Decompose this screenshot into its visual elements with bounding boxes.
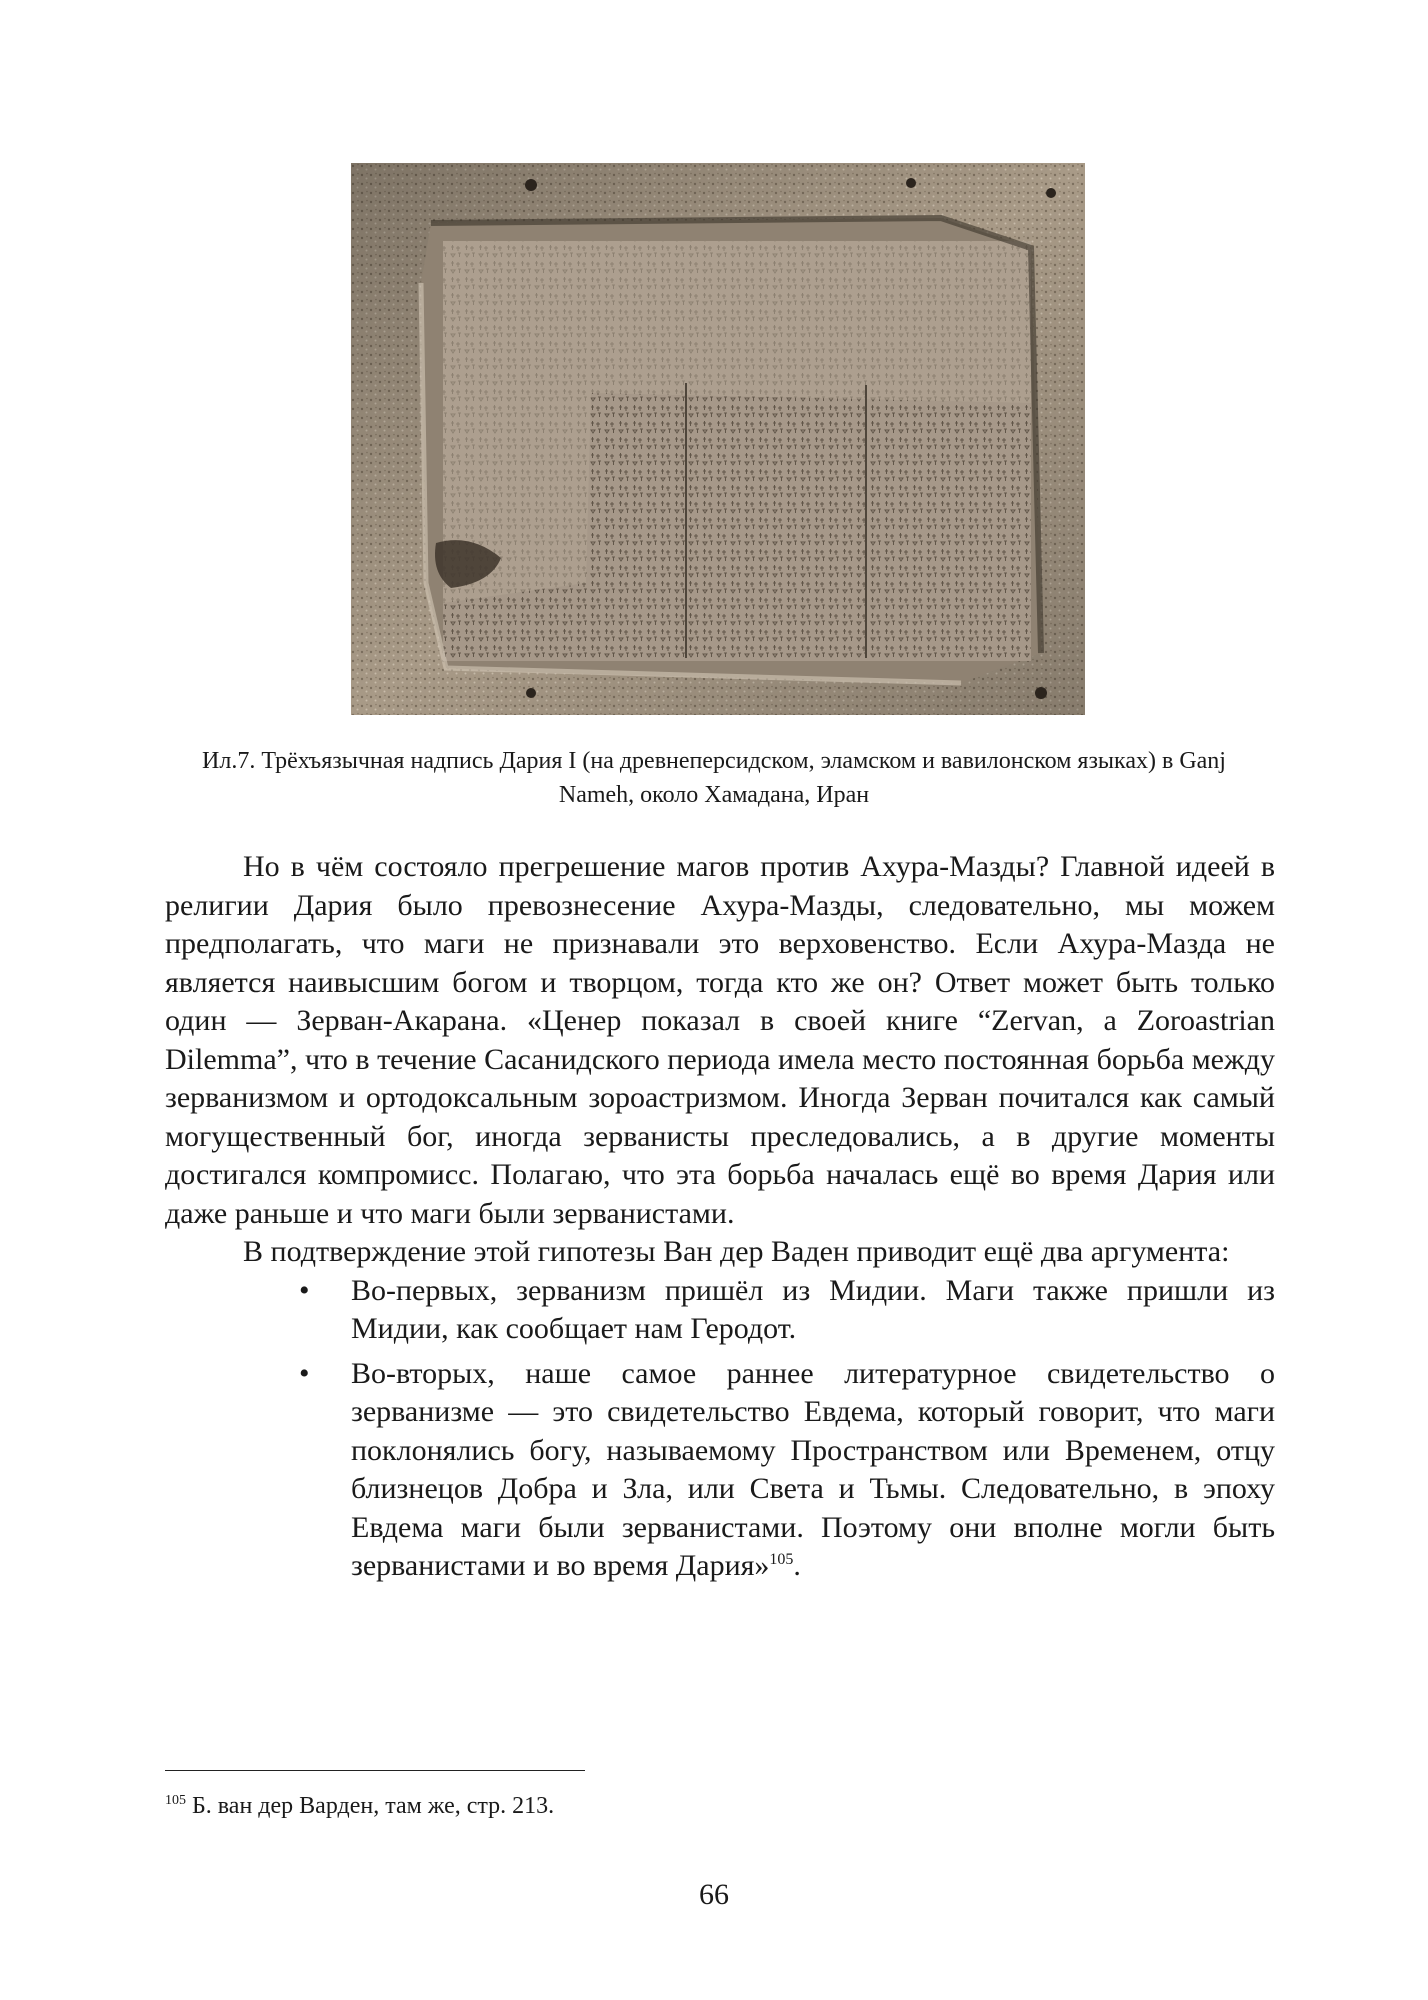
list-item <box>299 1272 1275 1349</box>
list-item-text: Во-вторых, наше самое раннее литературное свидетельство о зерванизме — это свидетельство Евдема, который говорит, что маги поклонялись богу, называемому Пространством или Временем, отцу близнецов Добра и Зла, или Света и Тьмы. Следовательно, в эпоху Евдема маги были зерванистами. Поэтому они вполне могли быть зерванистами и во время Дария» <box>351 1356 1275 1582</box>
bullet-list <box>165 1272 1275 1586</box>
figure-caption: Ил.7. Трёхъязычная надпись Дария I (на древнеперсидском, эламском и вавилонском языках) в Ganj Nameh, около Хамадана, Иран <box>202 748 1226 808</box>
footnote <box>165 1790 1265 1822</box>
footnote-number: 105 <box>165 1793 186 1808</box>
page-number: 66 <box>699 1878 729 1911</box>
inscription-photo <box>351 163 1085 715</box>
list-item <box>299 1355 1275 1586</box>
paragraph: Но в чём состояло прегрешение магов против Ахура-Мазды? Главной идеей в религии Дария было превознесение Ахура-Мазды, следовательно, мы можем предполагать, что маги не признавали это верховенство. Если Ахура-Мазда не является наивысшим богом и творцом, тогда кто же он? Ответ может быть только один — Зерван-Акарана. «Ценер показал в своей книге “Zervan, a Zoroastrian Dilemma”, что в течение Сасанидского периода имела место постоянная борьба между зерванизмом и ортодоксальным зороастризмом. Иногда Зерван почитался как самый могущественный бог, иногда зерванисты преследовались, а в другие моменты достигался компромисс. Полагаю, что эта борьба началась ещё во время Дария или даже раньше и что маги были зерванистами. <box>165 850 1275 1230</box>
main-text <box>165 848 1275 1586</box>
footnote-divider <box>165 1770 585 1771</box>
bullet-icon: • <box>299 1273 310 1307</box>
bullet-icon: • <box>299 1356 310 1390</box>
list-item-tail: . <box>793 1549 801 1582</box>
footnote-reference[interactable]: 105 <box>769 1551 794 1568</box>
list-item-text: Во-первых, зерванизм пришёл из Мидии. Маги также пришли из Мидии, как сообщает нам Геродот. <box>351 1273 1275 1345</box>
footnote-text: Б. ван дер Варден, там же, стр. 213. <box>186 1793 555 1819</box>
paragraph: В подтверждение этой гипотезы Ван дер Ваден приводит ещё два аргумента: <box>243 1235 1230 1268</box>
